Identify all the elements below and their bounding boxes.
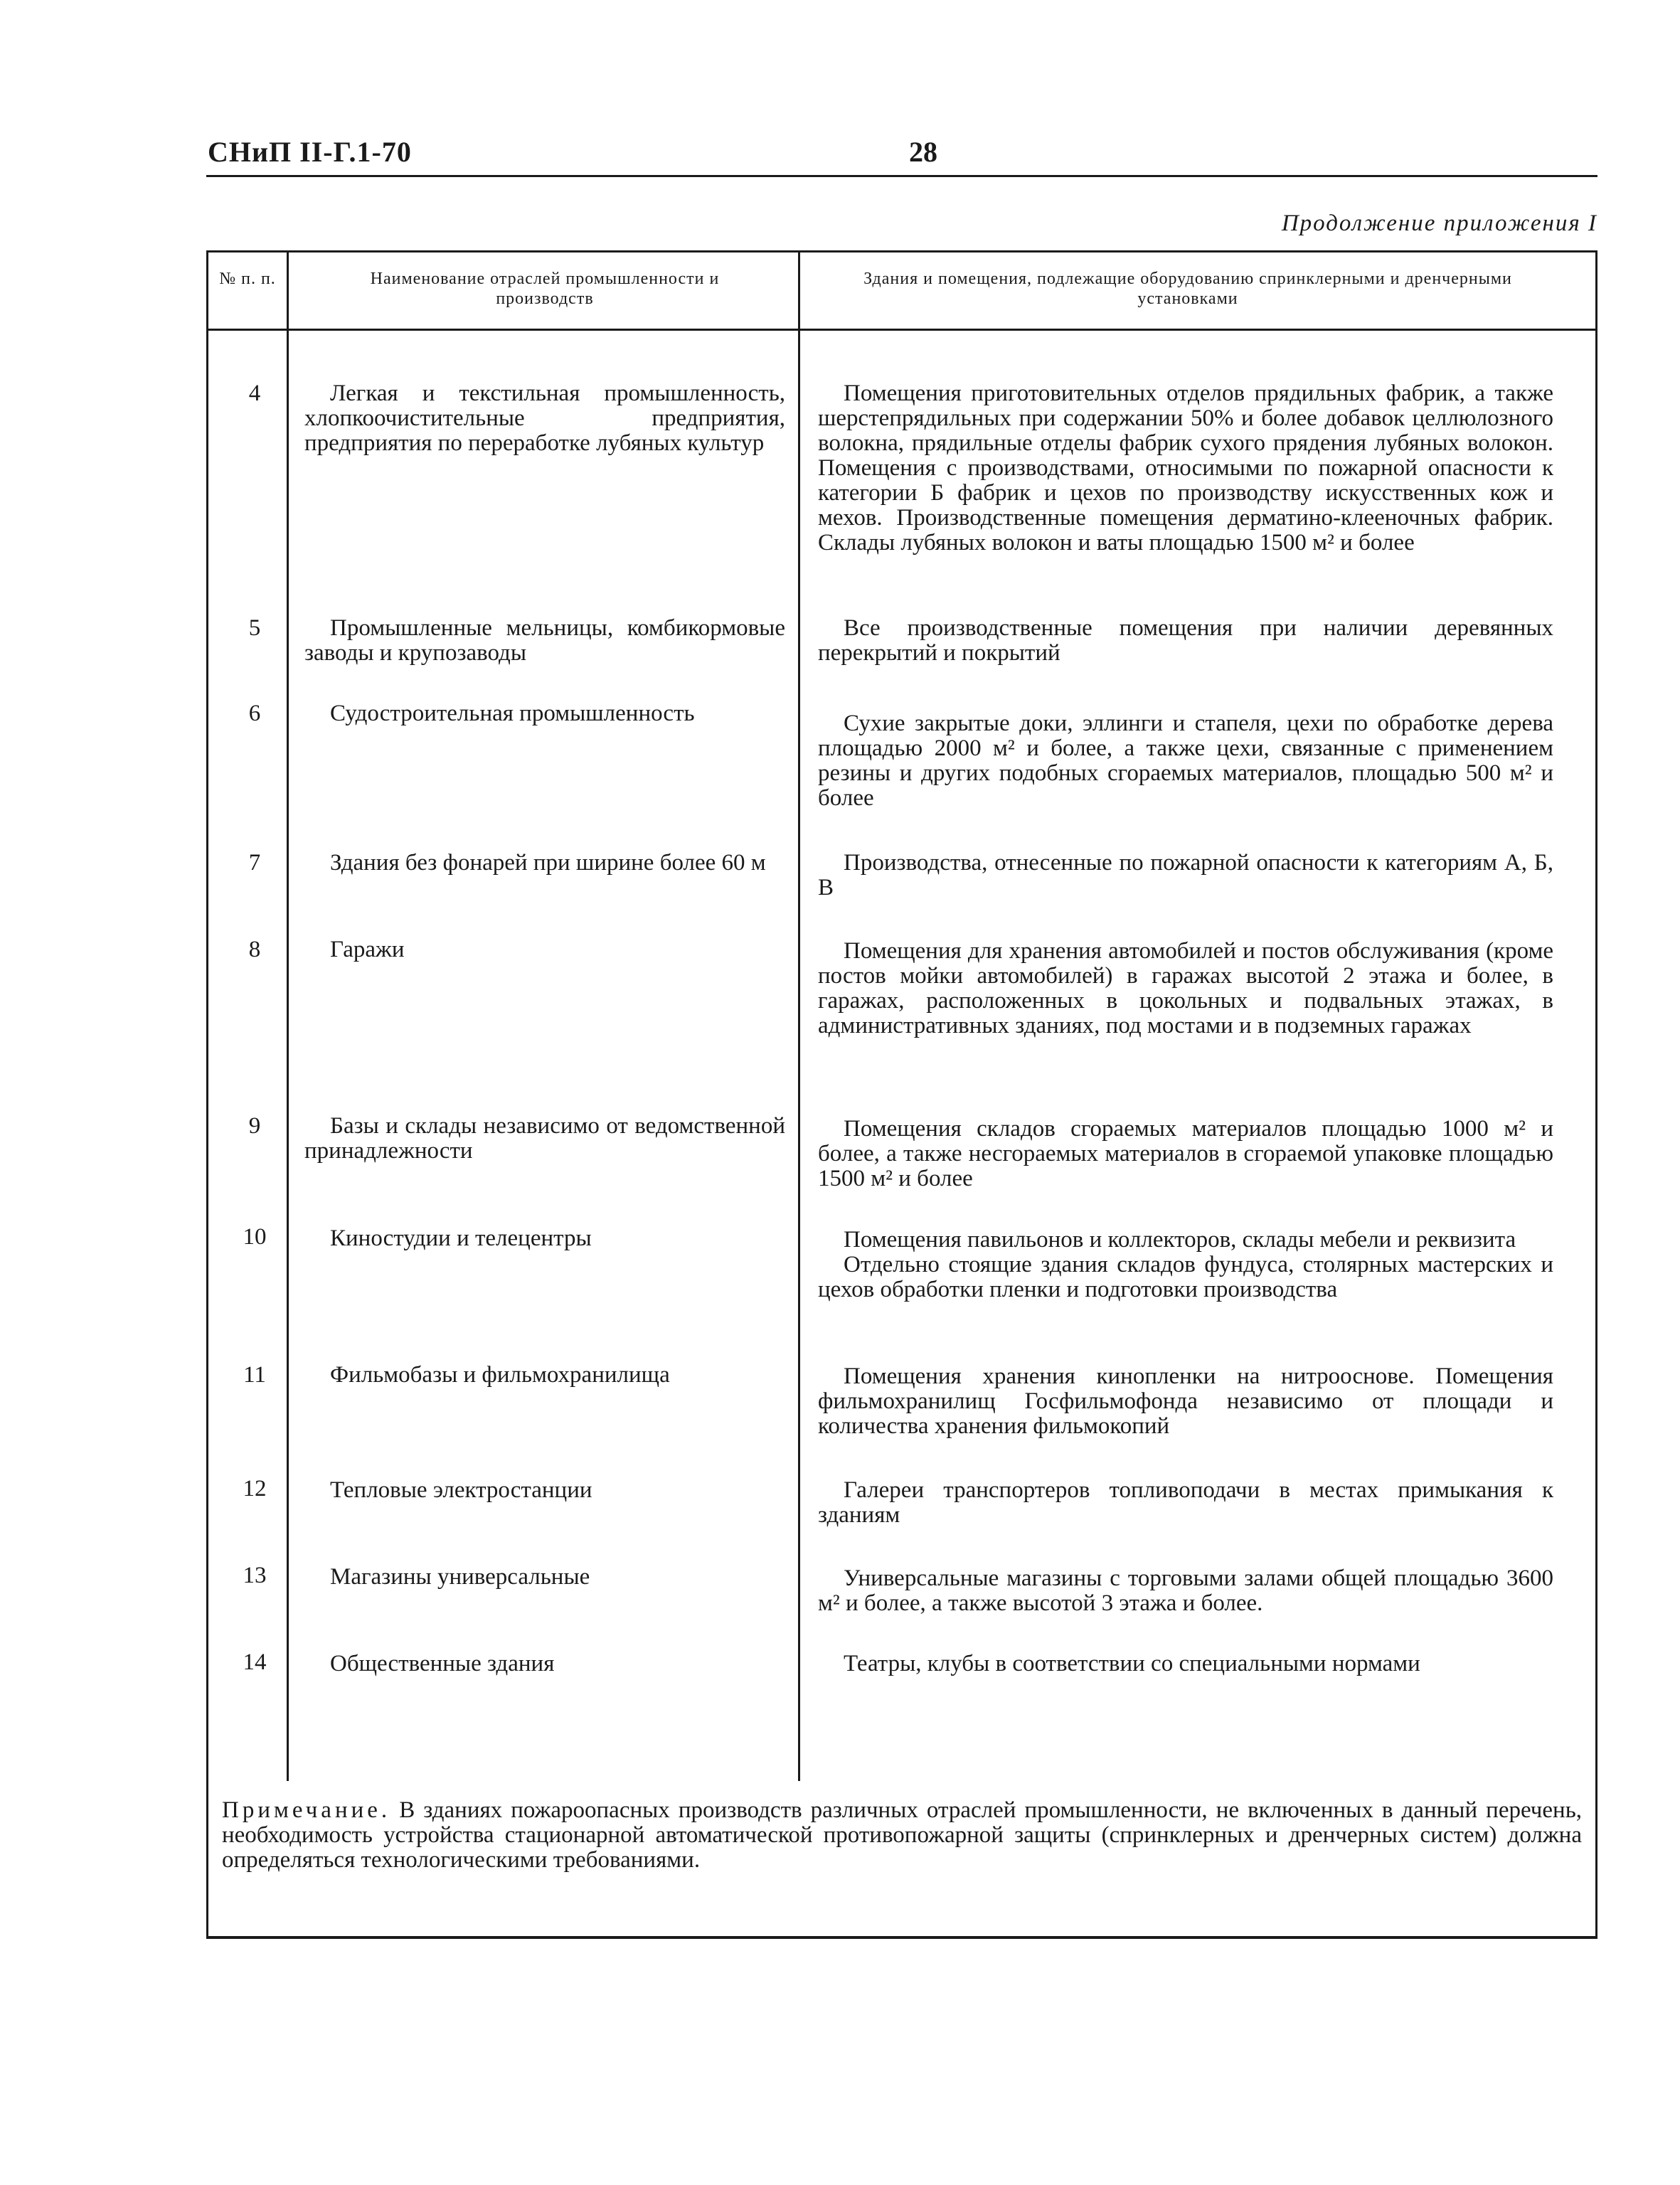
buildings-cell xyxy=(818,1228,1553,1302)
industry-cell: Общественные здания xyxy=(330,1651,555,1676)
industry-cell: Базы и склады независимо от ведомственной принадлежности xyxy=(304,1113,785,1164)
table-right-border xyxy=(1595,250,1597,1936)
buildings-paragraph: Помещения павильонов и коллекторов, склады мебели и реквизита xyxy=(844,1227,1516,1253)
industry-cell: Легкая и текстильная промышленность, хлопкоочистительные предприятия, предприятия по переработке лубяных культур xyxy=(304,381,785,456)
table-header-rule xyxy=(206,329,1597,331)
industry-cell: Тепловые электростанции xyxy=(330,1477,592,1503)
row-number: 14 xyxy=(243,1649,267,1675)
note-label: Примечание. xyxy=(222,1797,391,1823)
industry-cell: Здания без фонарей при ширине более 60 м xyxy=(330,850,766,876)
row-number: 9 xyxy=(248,1113,261,1139)
buildings-cell: Театры, клубы в соответствии со специальными нормами xyxy=(844,1651,1420,1676)
industry-cell: Магазины универсальные xyxy=(330,1564,590,1590)
row-number: 4 xyxy=(248,381,261,406)
buildings-cell: Производства, отнесенные по пожарной опасности к категориям А, Б, В xyxy=(818,850,1553,900)
industry-cell: Промышленные мельницы, комбикормовые заводы и крупозаводы xyxy=(304,615,785,666)
header-rule xyxy=(206,175,1597,177)
row-number: 8 xyxy=(248,937,261,962)
buildings-paragraph: Отдельно стоящие здания складов фундуса, столярных мастерских и цехов обработки пленки и подготовки производства xyxy=(818,1252,1553,1302)
note-text: В зданиях пожароопасных производств различных отраслей промышленности, не включенных в данный перечень, необходимость устройства стационарной автоматической противопожарной защиты (спринклерных и дренчерных систем) должна определяться технологическими требованиями. xyxy=(222,1797,1582,1873)
row-number: 5 xyxy=(248,615,261,641)
column-divider-2 xyxy=(798,250,800,1781)
industry-cell: Гаражи xyxy=(330,937,405,962)
row-number: 12 xyxy=(243,1476,267,1501)
buildings-cell: Помещения хранения кинопленки на нитрооснове. Помещения фильмохранилищ Госфильмофонда независимо от площади и количества хранения фильмокопий xyxy=(818,1363,1553,1439)
table-bottom-rule xyxy=(206,1936,1597,1939)
buildings-cell: Универсальные магазины с торговыми залами общей площадью 3600 м² и более, а также высотой 3 этажа и более. xyxy=(818,1565,1553,1616)
row-number: 10 xyxy=(243,1224,267,1250)
row-number: 11 xyxy=(243,1362,266,1388)
buildings-cell: Помещения складов сгораемых материалов площадью 1000 м² и более, а также несгораемых материалов в сгораемой упаковке площадью 1500 м² и более xyxy=(818,1116,1553,1191)
industry-cell: Судостроительная промышленность xyxy=(330,701,695,726)
table-left-border xyxy=(206,250,208,1936)
row-number: 7 xyxy=(248,850,261,876)
industry-cell: Киностудии и телецентры xyxy=(330,1226,592,1251)
document-code: СНиП II-Г.1-70 xyxy=(208,136,412,168)
table-note xyxy=(222,1798,1582,1873)
page-number: 28 xyxy=(909,136,937,168)
table-top-rule xyxy=(206,250,1597,252)
buildings-cell: Все производственные помещения при наличии деревянных перекрытий и покрытий xyxy=(818,615,1553,666)
continuation-caption: Продолжение приложения I xyxy=(1281,211,1597,236)
row-number: 6 xyxy=(248,701,261,726)
column-header-number: № п. п. xyxy=(219,270,276,288)
column-header-industry: Наименование отраслей промышленности и производств xyxy=(370,270,720,308)
buildings-cell: Помещения для хранения автомобилей и постов обслуживания (кроме постов мойки автомобилей) в гаражах высотой 2 этажа и более, в гаражах, расположенных в цокольных и подвальных этажах, в административных зданиях, под мостами и в подземных гаражах xyxy=(818,938,1553,1038)
buildings-cell: Галереи транспортеров топливоподачи в местах примыкания к зданиям xyxy=(818,1477,1553,1528)
row-number: 13 xyxy=(243,1563,267,1588)
column-header-buildings: Здания и помещения, подлежащие оборудованию спринклерными и дренчерными установками xyxy=(863,270,1512,308)
column-divider-1 xyxy=(287,250,289,1781)
industry-cell: Фильмобазы и фильмохранилища xyxy=(330,1362,670,1388)
buildings-cell: Сухие закрытые доки, эллинги и стапеля, цехи по обработке дерева площадью 2000 м² и более, а также цехи, связанные с применением резины и других подобных сгораемых материалов, площадью 500 м² и более xyxy=(818,711,1553,811)
buildings-cell: Помещения приготовительных отделов прядильных фабрик, а также шерстепрядильных при содержании 50% и более добавок целлюлозного волокна, прядильные отделы фабрик сухого прядения лубяных волокон. Помещения с производствами, относимыми по пожарной опасности к категории Б фабрик и цехов по производству искусственных кож и мехов. Производственные помещения дерматино-клееночных фабрик. Склады лубяных волокон и ваты площадью 1500 м² и более xyxy=(818,381,1553,555)
